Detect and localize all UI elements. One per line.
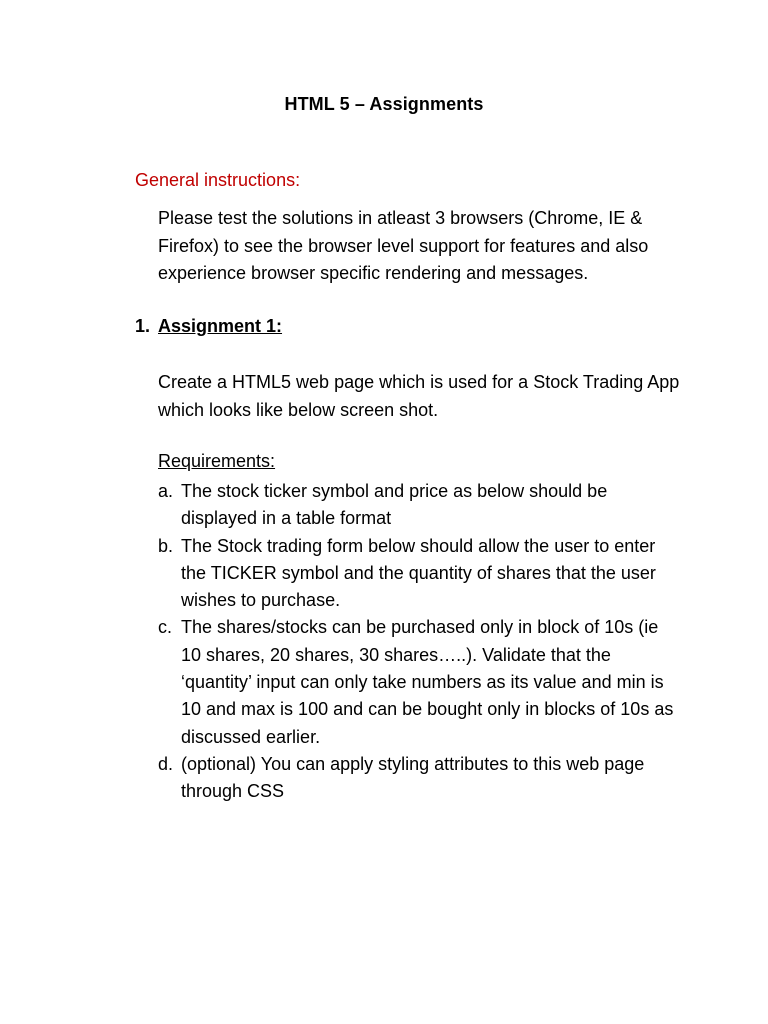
requirement-letter: b.	[158, 535, 174, 556]
requirement-text: (optional) You can apply styling attributes to this web page through CSS	[181, 753, 645, 802]
requirement-letter: d.	[158, 753, 174, 774]
requirement-item	[158, 751, 678, 806]
requirement-text: The Stock trading form below should allow the user to enter the TICKER symbol and the quantity of shares that the user wishes to purchase.	[181, 535, 656, 611]
requirement-letter: a.	[158, 481, 174, 501]
assignment-heading	[135, 316, 282, 337]
requirement-text: The shares/stocks can be purchased only in block of 10s (ie 10 shares, 20 shares, 30 shares…..). Validate that the ‘quantity’ input can only take numbers as its value and min is 10 and max is 100 and can be bought only in blocks of 10s as discussed earlier.	[181, 617, 674, 747]
assignment-description: Create a HTML5 web page which is used for a Stock Trading App which looks like below screen shot.	[158, 372, 680, 420]
general-instructions-heading: General instructions:	[135, 170, 301, 190]
requirements-list	[158, 478, 678, 806]
assignment-title: Assignment 1:	[158, 316, 283, 336]
requirement-item	[158, 614, 678, 750]
requirement-letter: c.	[158, 617, 173, 638]
assignment-number: 1.	[135, 316, 151, 336]
requirement-item	[158, 478, 678, 533]
requirement-item	[158, 533, 678, 615]
requirements-heading: Requirements:	[158, 451, 276, 471]
document-title: HTML 5 – Assignments	[284, 94, 484, 114]
general-instructions-text: Please test the solutions in atleast 3 browsers (Chrome, IE & Firefox) to see the browser level support for features and also experience browser specific rendering and messages.	[158, 208, 649, 283]
requirement-text: The stock ticker symbol and price as below should be displayed in a table format	[181, 481, 608, 529]
